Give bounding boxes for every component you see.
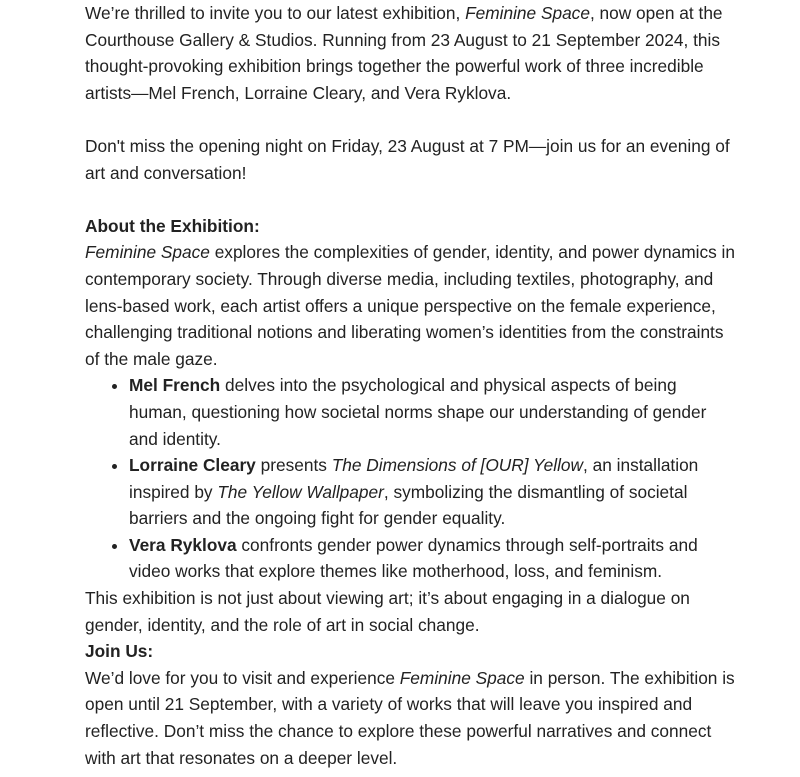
join-exhibition-title: Feminine Space	[399, 667, 525, 688]
about-paragraph	[85, 239, 735, 372]
artist-name: Lorraine Cleary	[129, 455, 256, 476]
artist-item-vera-ryklova	[129, 532, 735, 585]
artist-description: presents	[255, 455, 332, 476]
about-exhibition-title: Feminine Space	[85, 242, 210, 263]
artist-name: Vera Ryklova	[129, 534, 237, 555]
exhibition-title: Feminine Space	[465, 3, 590, 23]
join-paragraph	[85, 665, 735, 771]
artist-name: Mel French	[129, 375, 221, 396]
closing-paragraph: This exhibition is not just about viewing art; it’s about engaging in a dialogue on gender, identity, and the role of art in social change.	[85, 588, 690, 635]
email-body	[85, 0, 735, 771]
artist-description: , an installation inspired by	[129, 455, 699, 502]
artist-description: , symbolizing the dismantling of societal barriers and the ongoing fight for gender equality.	[129, 481, 688, 529]
spacer	[85, 186, 735, 213]
opening-night-paragraph: Don't miss the opening night on Friday, 23 August at 7 PM—join us for an evening of art and conversation!	[85, 135, 730, 183]
join-heading: Join Us:	[85, 641, 154, 662]
about-text: explores the complexities of gender, identity, and power dynamics in contemporary society. Through diverse media, including textiles, photography, and lens-based work, each artist offers a unique perspective on the female experience, challenging traditional notions and liberating women’s identities from the constraints of the male gaze.	[85, 242, 736, 369]
artist-description: confronts gender power dynamics through self-portraits and video works that explore themes like motherhood, loss, and feminism.	[129, 534, 698, 582]
artwork-title: The Dimensions of [OUR] Yellow	[331, 455, 584, 476]
intro-text-start: We’re thrilled to invite you to our latest exhibition,	[85, 3, 466, 23]
artist-description: delves into the psychological and physical aspects of being human, questioning how societal norms shape our understanding of gender and identity.	[129, 375, 707, 449]
inspiration-title: The Yellow Wallpaper	[217, 481, 384, 502]
intro-text-end: , now open at the Courthouse Gallery & Studios. Running from 23 August to 21 September 2024, this thought-provoking exhibition brings together the powerful work of three incredible artists—Mel French, Lorraine Cleary, and Vera Ryklova.	[85, 3, 723, 103]
join-text-end: in person. The exhibition is open until 21 September, with a variety of works that will leave you inspired and reflective. Don’t miss the chance to explore these powerful narratives and connect with art that resonates on a deeper level.	[85, 667, 735, 768]
intro-paragraph	[85, 0, 735, 106]
about-heading: About the Exhibition:	[85, 215, 260, 236]
spacer	[85, 106, 735, 133]
artist-item-lorraine-cleary	[129, 452, 735, 532]
join-text-start: We’d love for you to visit and experience	[85, 667, 400, 688]
artist-item-mel-french	[129, 372, 735, 452]
artist-list	[85, 372, 735, 585]
